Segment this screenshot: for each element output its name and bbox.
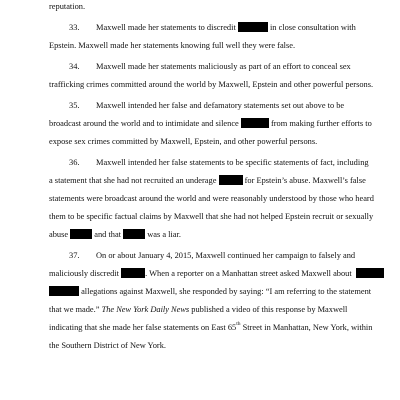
line-text: On or about January 4, 2015, Maxwell continued her campaign to falsely and [96, 251, 356, 260]
line-text: from making further efforts to [270, 119, 372, 128]
paragraph-33-line-2 [0, 40, 400, 51]
paragraph-35-line-1 [0, 100, 400, 111]
paragraph-34-line-1 [0, 61, 400, 72]
redaction-block [238, 22, 268, 32]
line-text: the Southern District of New York. [49, 341, 167, 350]
line-text: Street in Manhattan, New York, within [242, 323, 373, 332]
line-text: them to be specific factual claims by Maxwell that she had not helped Epstein recruit or sexually [49, 212, 374, 221]
paragraph-37-line-3 [0, 286, 400, 297]
line-text: reputation. [49, 2, 86, 11]
line-text: a statement that she had not recruited an underage [49, 176, 217, 185]
line-text: indicating that she made her false statements on East 65 [49, 323, 237, 332]
redaction-block [356, 268, 384, 278]
paragraph-35-line-2 [0, 118, 400, 129]
line-text: Maxwell made her statements to discredit [96, 23, 236, 32]
line-text: trafficking crimes committed around the world by Maxwell, Epstein and other powerful persons. [49, 80, 374, 89]
ordinal-suffix: th [236, 321, 241, 328]
redaction-block [241, 118, 269, 128]
line-text: statements were broadcast around the world and were reasonably understood by those who heard [49, 194, 374, 203]
paragraph-number: 37. [69, 251, 80, 260]
paragraph-36-line-1 [0, 157, 400, 168]
redaction-block [123, 229, 145, 239]
paragraph-34-line-2 [0, 79, 400, 90]
paragraph-36-line-2 [0, 175, 400, 186]
line-text: for Epstein’s abuse. Maxwell’s false [244, 176, 366, 185]
line-text: Epstein. Maxwell made her statements knowing full well they were false. [49, 41, 296, 50]
redaction-block [49, 286, 79, 296]
paragraph-37-line-1 [0, 250, 400, 261]
line-text: published a video of this response by Maxwell [191, 305, 348, 314]
redaction-block [219, 175, 243, 185]
paragraph-number: 35. [69, 101, 80, 110]
line-text: allegations against Maxwell, she responded by saying: “I am referring to the statement [81, 287, 372, 296]
paragraph-35-line-3 [0, 136, 400, 147]
paragraph-33-line-1 [0, 22, 400, 33]
line-text: abuse [49, 230, 69, 239]
line-text: in close consultation with [269, 23, 356, 32]
line-text: maliciously discredit [49, 269, 120, 278]
redaction-block [70, 229, 92, 239]
line-text: Maxwell made her statements maliciously as part of an effort to conceal sex [96, 62, 351, 71]
publication-title: The New York Daily News [101, 305, 190, 314]
paragraph-number: 33. [69, 23, 80, 32]
line-text: and that [94, 230, 122, 239]
paragraph-37-line-4 [0, 304, 400, 315]
paragraph-36-line-5 [0, 229, 400, 240]
paragraph-37-line-6 [0, 340, 400, 351]
line-text: broadcast around the world and to intimidate and silence [49, 119, 239, 128]
line-text: was a liar. [147, 230, 181, 239]
paragraph-36-line-3 [0, 193, 400, 204]
line-text: Maxwell intended her false and defamatory statements set out above to be [96, 101, 345, 110]
line-text: that we made.” [49, 305, 100, 314]
paragraph-37-line-2 [0, 268, 400, 279]
text-line [0, 1, 400, 12]
line-text: expose sex crimes committed by Maxwell, Epstein, and other powerful persons. [49, 137, 318, 146]
paragraph-number: 34. [69, 62, 80, 71]
line-text: Maxwell intended her false statements to be specific statements of fact, including [96, 158, 369, 167]
line-text: . When a reporter on a Manhattan street asked Maxwell about [145, 269, 352, 278]
paragraph-36-line-4 [0, 211, 400, 222]
paragraph-number: 36. [69, 158, 80, 167]
paragraph-37-line-5 [0, 322, 400, 333]
redaction-block [121, 268, 145, 278]
